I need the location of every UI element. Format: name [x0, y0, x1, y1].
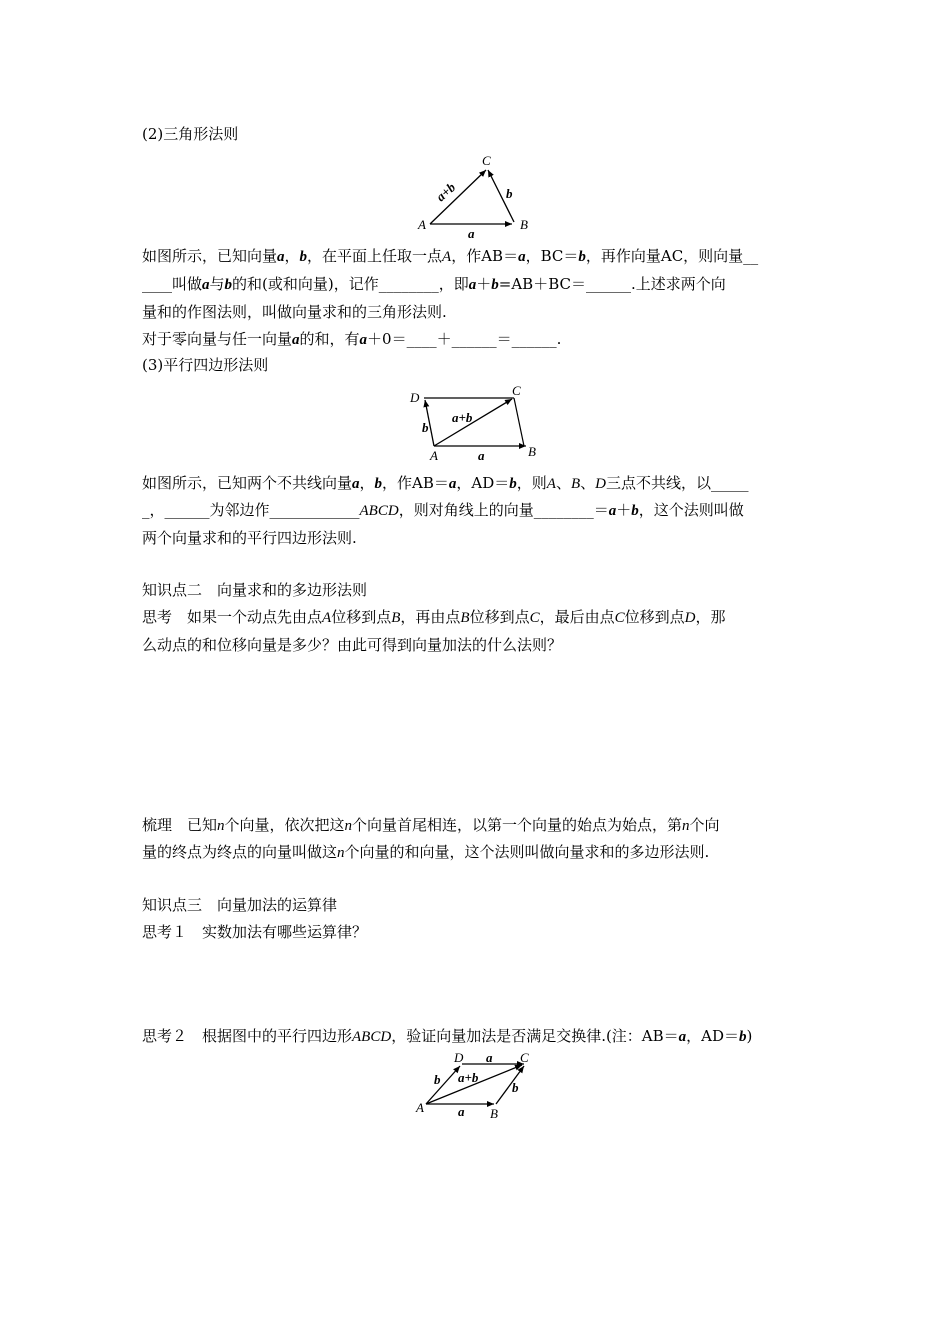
triangle-paragraph-line-3: 量和的作图法则，叫做向量求和的三角形法则. [142, 303, 447, 321]
kp3-think-1: 思考１ 实数加法有哪些运算律？ [142, 923, 368, 941]
section-title-parallelogram-rule: (3)平行四边形法则 [142, 356, 269, 374]
triangle-paragraph-line-1: 如图所示，已知向量a，b，在平面上任取一点A，作AB＝a，BC＝b，再作向量AC，则向量__ [142, 247, 759, 265]
label-a-plus-b: a+b [452, 410, 473, 425]
label-A: A [416, 1100, 424, 1115]
label-a: a [478, 448, 485, 463]
parallelogram-paragraph-line-1: 如图所示，已知两个不共线向量a，b，作AB＝a，AD＝b，则A、B、D三点不共线，以_____ [142, 474, 749, 492]
zero-vector-line: 对于零向量与任一向量a的和，有a＋0＝____＋______＝______. [142, 330, 562, 348]
label-b: b [506, 186, 513, 201]
kp2-summary-line-2: 量的终点为终点的向量叫做这n个向量的和向量，这个法则叫做向量求和的多边形法则. [142, 843, 710, 861]
parallelogram-rule-figure [402, 382, 552, 464]
label-C: C [512, 383, 521, 398]
label-B: B [528, 444, 536, 459]
label-b-right: b [512, 1080, 519, 1095]
vector-sum-arrow [434, 399, 512, 446]
knowledge-point-2-title: 知识点二 向量求和的多边形法则 [142, 581, 368, 599]
label-A: A [430, 448, 438, 463]
vector-b-right-arrow [496, 1066, 524, 1104]
label-a-plus-b: a+b [458, 1070, 479, 1085]
kp3-think-2: 思考２ 根据图中的平行四边形ABCD，验证向量加法是否满足交换律.(注：AB＝a，AD＝b) [142, 1027, 753, 1045]
label-B: B [520, 217, 528, 232]
parallelogram-paragraph-line-3: 两个向量求和的平行四边形法则. [142, 529, 357, 547]
vector-b-left-arrow [426, 1066, 460, 1104]
label-a-bottom: a [458, 1104, 465, 1119]
parallelogram-paragraph-line-2: _，______为邻边作____________ABCD，则对角线上的向量________＝a＋b，这个法则叫做 [142, 501, 744, 519]
label-C: C [482, 153, 491, 168]
triangle-rule-figure [410, 150, 540, 240]
section-title-triangle-rule: (2)三角形法则 [142, 125, 239, 143]
triangle-paragraph-line-2: ____叫做a与b的和(或和向量)，记作________，即a＋b=AB＋BC＝______.上述求两个向 [142, 275, 726, 293]
label-C: C [520, 1052, 529, 1065]
knowledge-point-3-title: 知识点三 向量加法的运算律 [142, 896, 338, 914]
label-a-top: a [486, 1052, 493, 1065]
kp2-think-line-2: 么动点的和位移向量是多少？由此可得到向量加法的什么法则？ [142, 636, 563, 654]
label-B: B [490, 1106, 498, 1121]
label-a-plus-b: a+b [432, 179, 459, 205]
kp2-summary-line-1: 梳理 已知n个向量，依次把这n个向量首尾相连，以第一个向量的始点为始点，第n个向 [142, 816, 720, 834]
side-BC [514, 398, 524, 446]
label-b-left: b [434, 1072, 441, 1087]
kp2-think-line-1: 思考 如果一个动点先由点A位移到点B，再由点B位移到点C，最后由点C位移到点D，那 [142, 608, 726, 626]
label-A: A [418, 217, 426, 232]
commutative-law-figure [410, 1052, 540, 1122]
label-b: b [422, 420, 429, 435]
label-D: D [454, 1052, 464, 1065]
label-a: a [468, 226, 475, 240]
label-D: D [410, 390, 420, 405]
